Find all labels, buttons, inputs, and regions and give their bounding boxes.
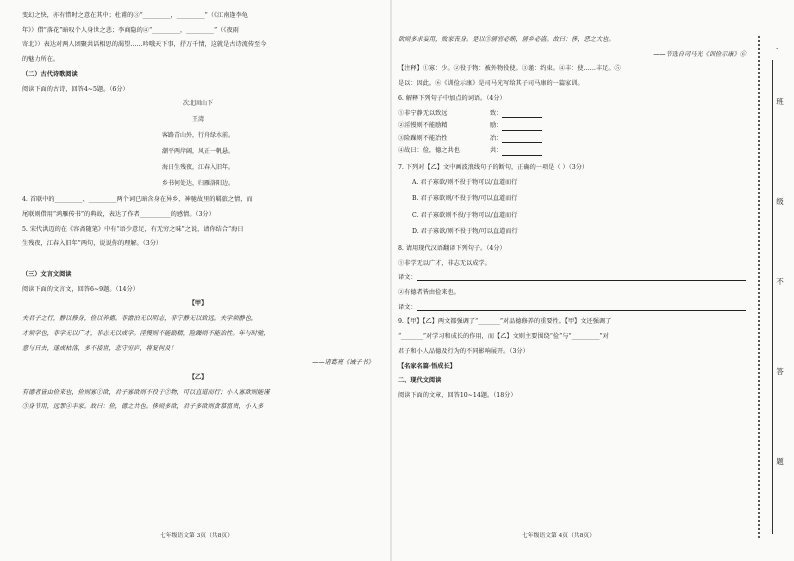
poem-line: 海日生残夜，江春入旧年。 — [161, 164, 234, 172]
q8-sentence-1: ①非学无以广才，非志无以成学。 — [398, 259, 491, 267]
translation-row — [398, 274, 746, 283]
q8-sentence-2: ②有德者皆由俭来也。 — [398, 289, 460, 297]
translation-label: 译文： — [398, 303, 417, 311]
passage-line: 夫君子之行，静以修身，俭以养德。非澹泊无以明志，非宁静无以致远。夫学须静也， — [22, 315, 258, 323]
question-9-cont: “_______”对学习和成长的作用，而【乙】文则主要围绕“俭”与“_________”对 — [398, 333, 609, 341]
text-line: 寄北》）表达对两人团聚共话相思的渴望……吟哦天下事，抒万千情，这就是古诗流传至今 — [22, 41, 267, 49]
cut-line — [758, 36, 760, 540]
binding-dot: · — [776, 45, 779, 53]
translation-blank[interactable] — [417, 274, 746, 281]
binding-char: 级 — [776, 197, 784, 206]
text-line: 年》）借“落花”暗叹个人身世之悲；李商隐的④“_________，_________”（《夜雨 — [22, 26, 239, 34]
q6-sentence: ②淫慢则不能励精 — [398, 122, 448, 130]
q6-sentence: ①非宁静无以致远 — [398, 109, 448, 117]
binding-line — [772, 60, 773, 534]
question-6: 6. 解释下列句子中加点的词语。（4分） — [398, 94, 506, 102]
passage-source: ——节选自司马光《训俭示康》⑥ — [653, 50, 746, 58]
passage-line: 有德者皆由俭来也，俭则寡①欲，君子寡欲则不役于②物，可以直道而行；小人寡欲则能谨 — [22, 388, 270, 396]
option-a[interactable]: A. 君子寡欲/则不役于物可以/直道而行 — [412, 178, 518, 186]
translation-label: 译文： — [398, 274, 417, 282]
notes: 【注释】①寡：少。②役于物：被外物役使。③谨：约束。④丰：使……丰足。⑤ — [398, 65, 621, 73]
text-line: 的魅力所在。 — [22, 56, 60, 64]
answer-blank[interactable] — [502, 147, 542, 156]
poem-line: 潮平两岸阔，风正一帆悬。 — [161, 148, 234, 156]
page-footer: 七年级语文第 4页（共8页） — [522, 533, 595, 539]
question-4: 4. 首联中的_________、_________两个词已暗含身在异乡、神驰故里的羁旅之情，而 — [22, 196, 253, 204]
answer-space — [22, 255, 374, 271]
q6-key: 励： — [490, 122, 503, 130]
left-page — [0, 0, 392, 561]
section-title-modern: 二、现代文阅读 — [398, 377, 442, 385]
option-d[interactable]: D. 君子寡欲/则不役于物/可以直道而行 — [412, 228, 518, 236]
answer-blank[interactable] — [502, 122, 542, 131]
question-4-cont: 尾联则借用“鸿雁传书”的典故，表达了作者__________的感情。（3分） — [22, 210, 215, 218]
answer-blank[interactable] — [502, 110, 542, 119]
answer-blank[interactable] — [502, 135, 542, 144]
question-5-cont: 生残夜，江春入旧年”两句，说说你的理解。（3分） — [22, 240, 163, 248]
question-9-cont: 君子和小人品德及行为的不同影响展开。（3分） — [398, 347, 529, 355]
poem-line: 客路青山外，行舟绿水前。 — [161, 132, 234, 140]
section-title-poetry: （二）古代诗歌阅读 — [22, 70, 78, 78]
question-7: 7. 下列对【乙】文中画波浪线句子的断句，正确的一项是（ ）（3分） — [398, 163, 589, 171]
q6-sentence: ③险躁则不能冶性 — [398, 134, 448, 142]
passage-source: ——诸葛亮《诫子书》 — [312, 359, 374, 367]
q6-key: 致： — [490, 109, 503, 117]
section-intro: 阅读下面的文言文，回答6~9题。（14分） — [22, 285, 139, 293]
poem-author: 王湾 — [191, 116, 204, 124]
q6-key: 冶： — [490, 134, 503, 142]
binding-char: 不 — [776, 277, 784, 286]
q6-sentence: ④故曰：俭，德之共也 — [398, 147, 460, 155]
translation-row — [398, 304, 746, 313]
question-9: 9.【甲】【乙】两文都强调了“_______”对品德修养的重要性。【甲】文还强调了 — [398, 318, 612, 326]
question-5: 5. 宋代洪迈的在《容斋随笔》中有“语少意足，有无穷之味”之说，请你结合“海日 — [22, 225, 244, 233]
option-b[interactable]: B. 君子寡欲则/不役于物/可以直道而行 — [412, 195, 518, 203]
passage-line: 才须学也，非学无以广才，非志无以成学。淫慢则不能励精，险躁则不能冶性。年与时驰， — [22, 329, 270, 337]
passage-line: 欲则多求妄用，败家丧身。是以⑤居官必贿，居乡必盗。故曰：侈，恶之大也。 — [398, 36, 615, 43]
q6-item — [398, 147, 746, 156]
section-title-classical: （三）文言文阅读 — [22, 271, 72, 279]
section-intro: 阅读下面的文章，回答10~14题。（18分） — [398, 392, 517, 399]
poem — [22, 100, 374, 188]
poem-title: 次北固山下 — [182, 100, 213, 108]
option-c[interactable]: C. 君子寡欲则不役/于物可以/直道而行 — [412, 211, 518, 219]
passage-jia-label: 【甲】 — [188, 300, 208, 308]
text-line: 变幻之快，亦有惜时之意在其中；杜甫的③“_________，_________”（《江南逢李龟 — [22, 12, 248, 19]
q6-item — [398, 122, 746, 131]
passage-yi-label: 【乙】 — [188, 373, 208, 381]
poem-line: 乡书何处达，归雁洛阳边。 — [161, 180, 234, 188]
page-footer: 七年级语文第 3页（共8页） — [160, 533, 233, 539]
passage-line: 意与日去，遂成枯落，多不接世，悲守穷庐，将复何及！ — [22, 344, 177, 352]
question-8: 8. 请用现代汉语翻译下列句子。（4分） — [398, 244, 506, 252]
q6-key: 共： — [490, 147, 503, 155]
passage-line: ③身节用，远罪④丰家。故曰：俭，德之共也。侈则多欲，君子多欲则贪慕富贵，小人多 — [22, 403, 264, 411]
binding-strip — [752, 36, 794, 540]
notes: 是以：因此。⑥《训俭示康》是司马光写给其子司马康的一篇家训。 — [398, 80, 584, 88]
right-page — [392, 0, 752, 561]
translation-blank[interactable] — [417, 304, 746, 311]
binding-char: 题 — [776, 457, 784, 466]
q6-item — [398, 110, 746, 119]
section-intro: 阅读下面的古诗，回答4~5题。（6分） — [22, 85, 129, 93]
section-banner: 【名家名篇·悟成长】 — [398, 362, 456, 370]
binding-char: 答 — [776, 367, 784, 376]
q6-item — [398, 135, 746, 144]
binding-char: 班 — [776, 97, 784, 106]
